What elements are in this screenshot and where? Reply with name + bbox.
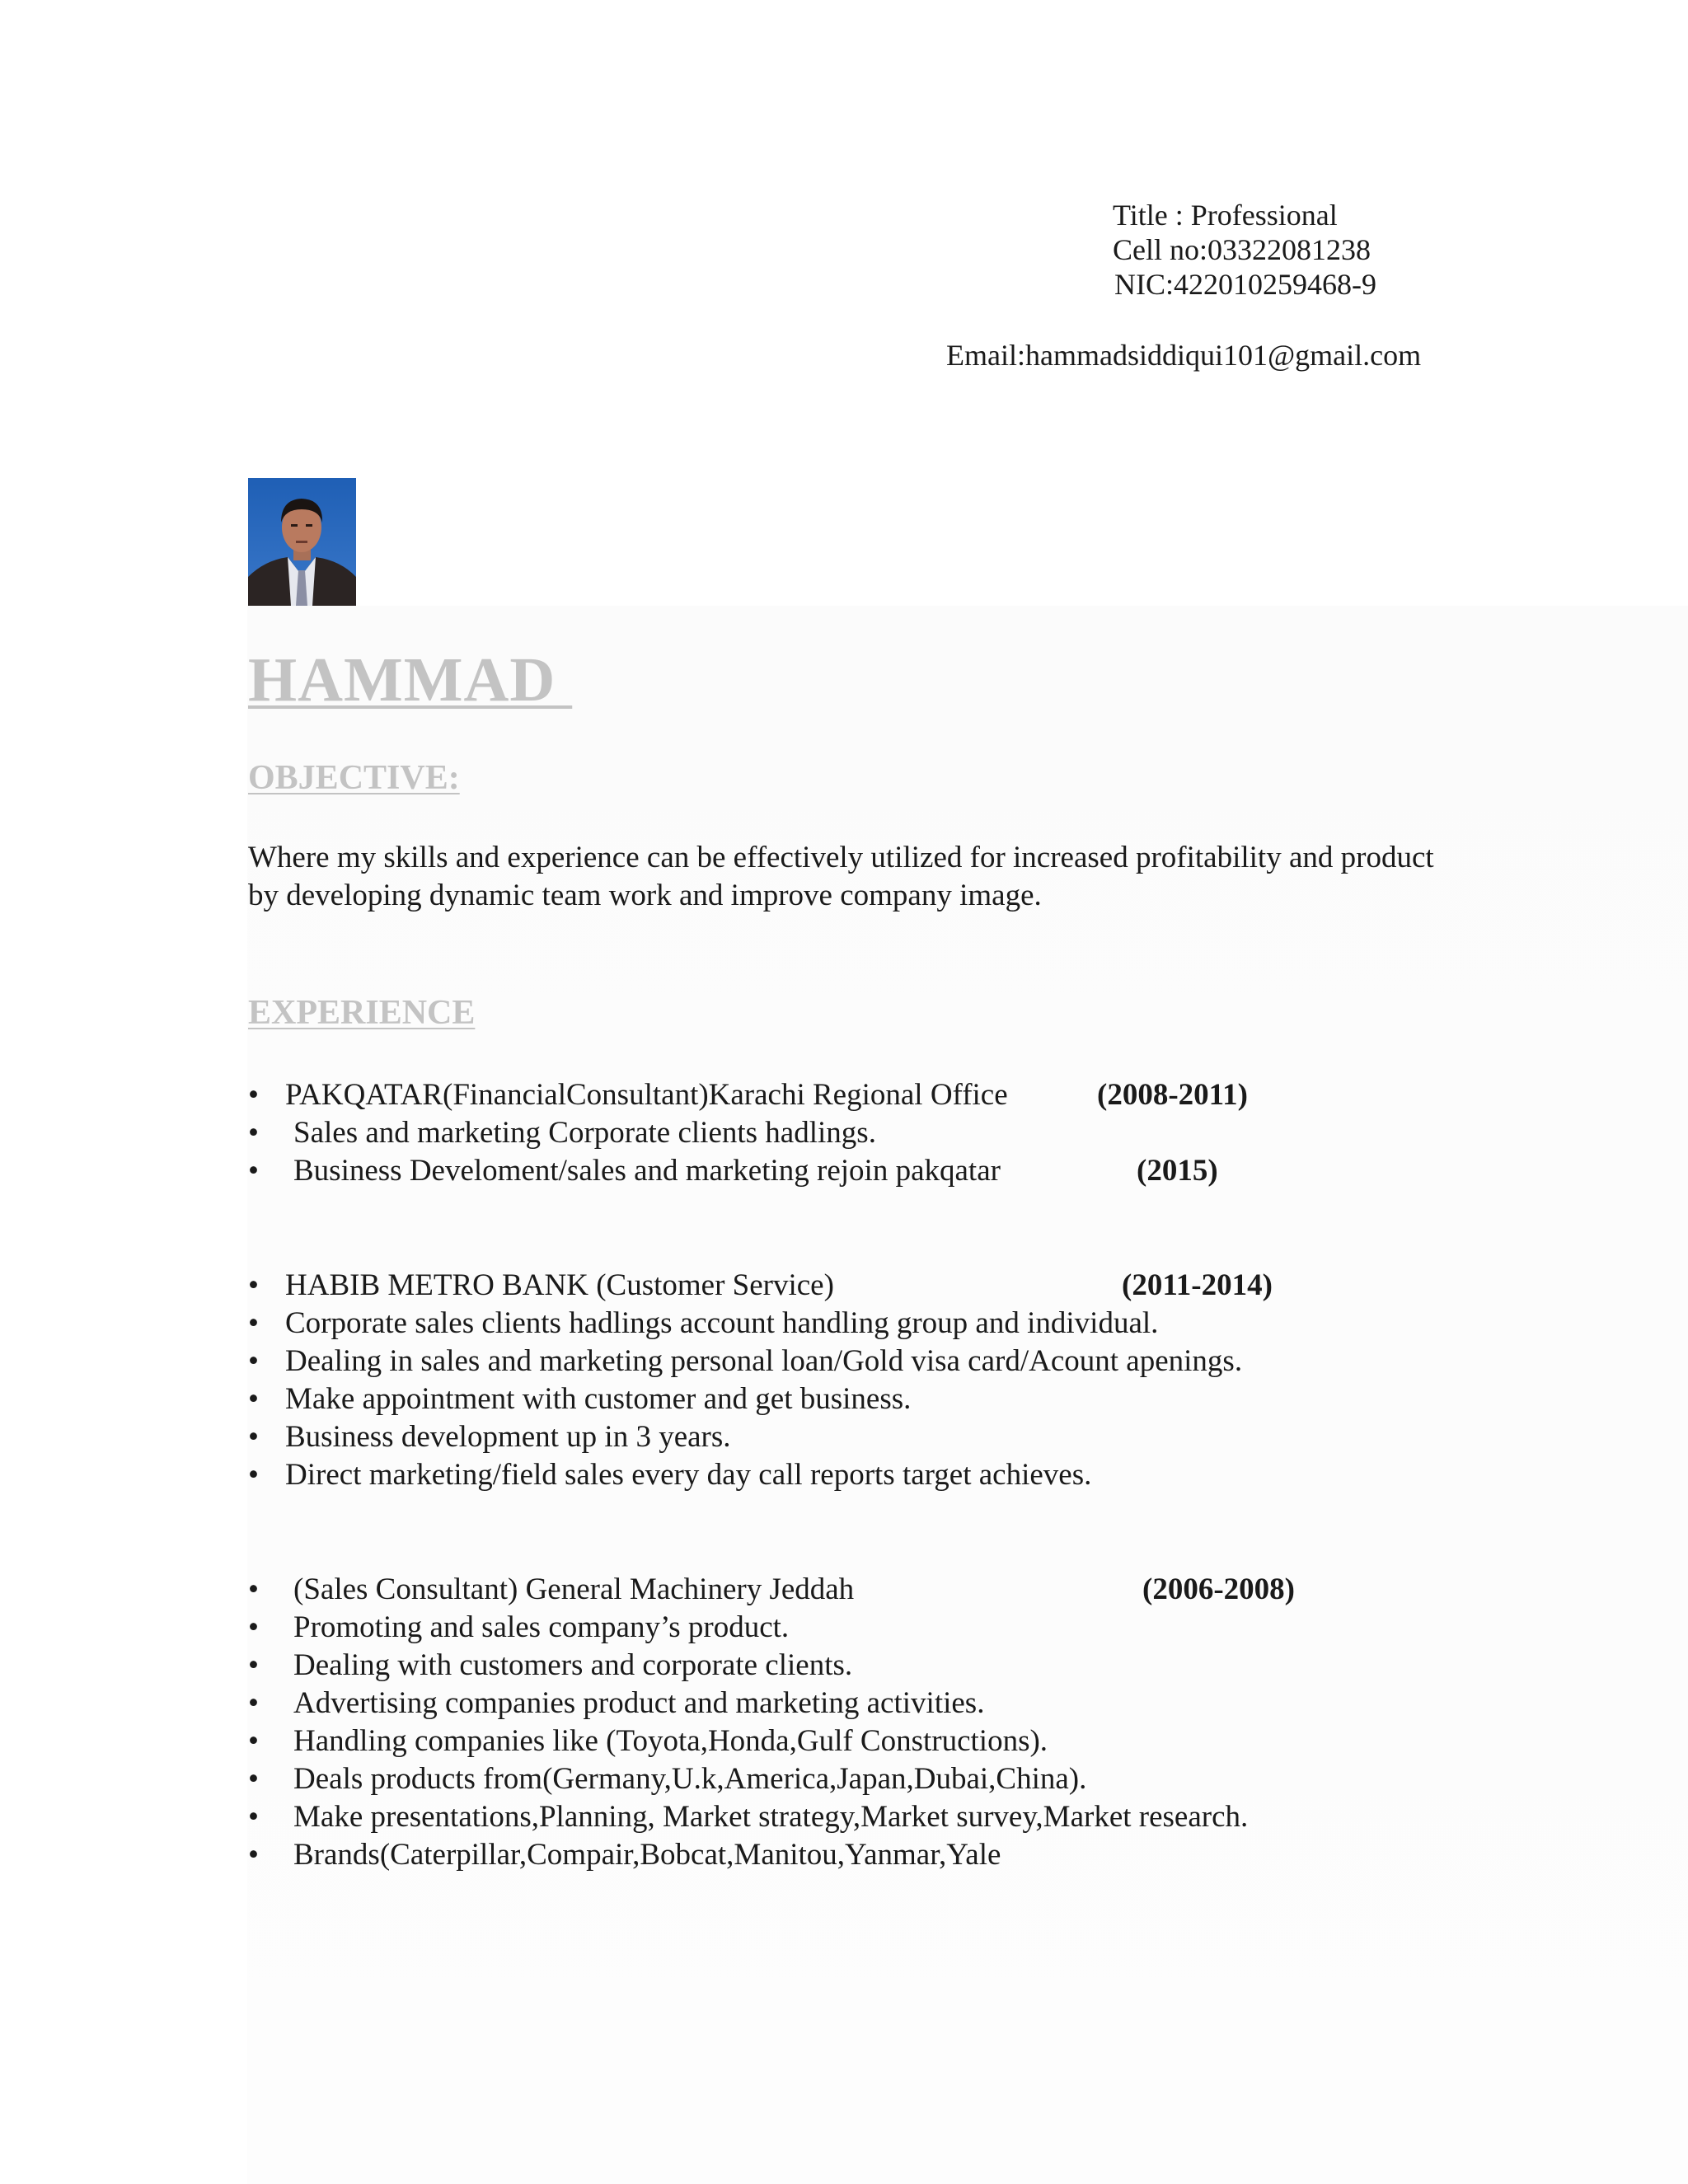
list-item xyxy=(248,1798,1418,1836)
bullet: • xyxy=(248,1078,259,1112)
list-item xyxy=(248,1760,1418,1798)
bullet: • xyxy=(248,1762,259,1796)
item-text: Direct marketing/field sales every day call reports target achieves. xyxy=(285,1458,1092,1492)
item-text: Make appointment with customer and get business. xyxy=(285,1382,912,1416)
contact-nic: NIC:422010259468-9 xyxy=(1114,268,1376,301)
contact-cell: Cell no:03322081238 xyxy=(1113,233,1371,266)
item-text: Corporate sales clients hadlings account handling group and individual. xyxy=(285,1306,1159,1340)
list-item xyxy=(248,1571,1418,1609)
bullet: • xyxy=(248,1154,259,1188)
item-text: Advertising companies product and marketing activities. xyxy=(293,1686,985,1720)
item-text: Promoting and sales company’s product. xyxy=(293,1610,790,1644)
item-years: (2015) xyxy=(1137,1154,1218,1188)
item-text: Business development up in 3 years. xyxy=(285,1420,731,1454)
contact-email: Email:hammadsiddiqui101@gmail.com xyxy=(946,339,1422,372)
bullet: • xyxy=(248,1116,259,1150)
bullet: • xyxy=(248,1724,259,1758)
bullet: • xyxy=(248,1306,259,1340)
list-item xyxy=(248,1267,1418,1305)
item-text: PAKQATAR(FinancialConsultant)Karachi Regional Office xyxy=(285,1078,1008,1112)
list-item xyxy=(248,1418,1418,1456)
experience-heading: EXPERIENCE xyxy=(248,994,476,1032)
list-item xyxy=(248,1836,1418,1874)
item-text: Handling companies like (Toyota,Honda,Gulf Constructions). xyxy=(293,1724,1048,1758)
list-item xyxy=(248,1609,1418,1647)
job-habib-metro-bank xyxy=(248,1267,1418,1494)
item-text: Dealing with customers and corporate clients. xyxy=(293,1648,853,1682)
item-text: HABIB METRO BANK (Customer Service) xyxy=(285,1268,834,1302)
item-text: Make presentations,Planning, Market strategy,Market survey,Market research. xyxy=(293,1800,1249,1834)
item-text: Sales and marketing Corporate clients hadlings. xyxy=(293,1116,876,1150)
bullet: • xyxy=(248,1800,259,1834)
bullet: • xyxy=(248,1610,259,1644)
contact-block xyxy=(1113,198,1376,302)
list-item xyxy=(248,1305,1418,1343)
profile-photo xyxy=(248,478,356,606)
item-years: (2006-2008) xyxy=(1142,1572,1295,1606)
item-text: Dealing in sales and marketing personal loan/Gold visa card/Acount apenings. xyxy=(285,1344,1243,1378)
list-item xyxy=(248,1114,1418,1152)
list-item xyxy=(248,1647,1418,1685)
item-text: Brands(Caterpillar,Compair,Bobcat,Manitou,Yanmar,Yale xyxy=(293,1838,1001,1872)
list-item xyxy=(248,1152,1418,1190)
list-item xyxy=(248,1722,1418,1760)
bullet: • xyxy=(248,1648,259,1682)
item-years: (2008-2011) xyxy=(1097,1078,1248,1112)
list-item xyxy=(248,1076,1418,1114)
objective-heading: OBJECTIVE: xyxy=(248,759,460,797)
bullet: • xyxy=(248,1268,259,1302)
bullet: • xyxy=(248,1458,259,1492)
candidate-name: HAMMAD xyxy=(248,645,573,715)
item-years: (2011-2014) xyxy=(1122,1268,1273,1302)
list-item xyxy=(248,1685,1418,1722)
list-item xyxy=(248,1343,1418,1380)
bullet: • xyxy=(248,1572,259,1606)
job-general-machinery xyxy=(248,1571,1418,1874)
item-text: Deals products from(Germany,U.k,America,Japan,Dubai,China). xyxy=(293,1762,1087,1796)
contact-title: Title : Professional xyxy=(1113,199,1338,232)
job-pakqatar xyxy=(248,1076,1418,1190)
list-item xyxy=(248,1456,1418,1494)
objective-text: Where my skills and experience can be effectively utilized for increased profitability and product by developing dynamic team work and improve company image. xyxy=(248,841,1434,912)
item-text: Business Develoment/sales and marketing rejoin pakqatar xyxy=(293,1154,1001,1188)
bullet: • xyxy=(248,1344,259,1378)
bullet: • xyxy=(248,1686,259,1720)
bullet: • xyxy=(248,1382,259,1416)
list-item xyxy=(248,1380,1418,1418)
item-text: (Sales Consultant) General Machinery Jeddah xyxy=(293,1572,855,1606)
bullet: • xyxy=(248,1838,259,1872)
bullet: • xyxy=(248,1420,259,1454)
